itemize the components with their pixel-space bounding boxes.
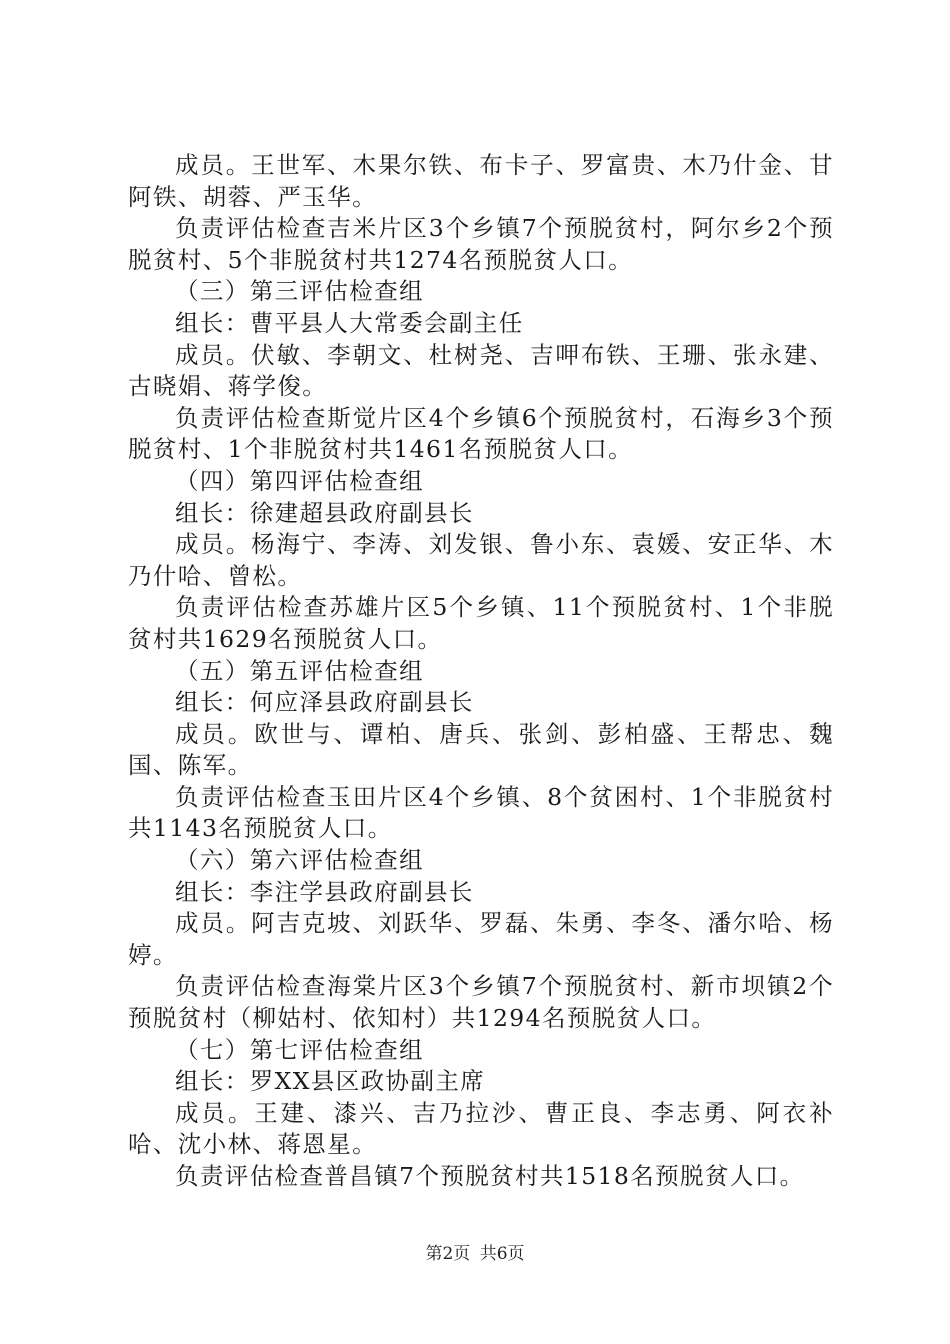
responsibility-paragraph: 负责评估检查斯觉片区4个乡镇6个预脱贫村，石海乡3个预脱贫村、1个非脱贫村共1461名预脱贫人口。 [128, 403, 834, 464]
page-number: 第2页 [425, 1244, 471, 1264]
member-paragraph: 成员。伏敏、李朝文、杜树尧、吉呷布铁、王珊、张永建、古晓娟、蒋学俊。 [128, 340, 834, 401]
responsibility-paragraph: 负责评估检查普昌镇7个预脱贫村共1518名预脱贫人口。 [175, 1162, 805, 1190]
document-body [128, 150, 834, 1193]
member-paragraph: 成员。王世军、木果尔铁、布卡子、罗富贵、木乃什金、甘阿铁、胡蓉、严玉华。 [128, 151, 834, 211]
responsibility-paragraph: 负责评估检查玉田片区4个乡镇、8个贫困村、1个非脱贫村共1143名预脱贫人口。 [128, 782, 834, 843]
group-heading: （四）第四评估检查组 [175, 466, 424, 495]
group-leader: 组长：曹平县人大常委会副主任 [175, 308, 524, 337]
member-paragraph: 成员。欧世与、谭柏、唐兵、张剑、彭柏盛、王帮忠、魏国、陈军。 [128, 719, 834, 780]
responsibility-paragraph: 负责评估检查苏雄片区5个乡镇、11个预脱贫村、1个非脱贫村共1629名预脱贫人口。 [128, 593, 834, 653]
member-paragraph: 成员。阿吉克坡、刘跃华、罗磊、朱勇、李冬、潘尔哈、杨婷。 [128, 909, 834, 969]
member-paragraph: 成员。王建、漆兴、吉乃拉沙、曹正良、李志勇、阿衣补哈、沈小林、蒋恩星。 [128, 1098, 834, 1159]
group-heading: （五）第五评估检查组 [175, 656, 424, 685]
responsibility-paragraph: 负责评估检查海棠片区3个乡镇7个预脱贫村、新市坝镇2个预脱贫村（柳姑村、依知村）共1294名预脱贫人口。 [128, 972, 834, 1033]
member-paragraph: 成员。杨海宁、李涛、刘发银、鲁小东、袁媛、安正华、木乃什哈、曾松。 [128, 530, 834, 590]
group-leader: 组长：李注学县政府副县长 [175, 877, 474, 906]
group-heading: （七）第七评估检查组 [175, 1035, 424, 1064]
group-leader: 组长：徐建超县政府副县长 [175, 498, 474, 527]
group-leader: 组长：罗XX县区政协副主席 [175, 1067, 486, 1096]
group-heading: （六）第六评估检查组 [175, 846, 424, 875]
responsibility-paragraph: 负责评估检查吉米片区3个乡镇7个预脱贫村，阿尔乡2个预脱贫村、5个非脱贫村共1274名预脱贫人口。 [128, 214, 834, 274]
page-footer [0, 1243, 950, 1265]
group-heading: （三）第三评估检查组 [175, 277, 424, 306]
group-leader: 组长：何应泽县政府副县长 [175, 688, 474, 717]
page-total: 共6页 [479, 1244, 525, 1264]
